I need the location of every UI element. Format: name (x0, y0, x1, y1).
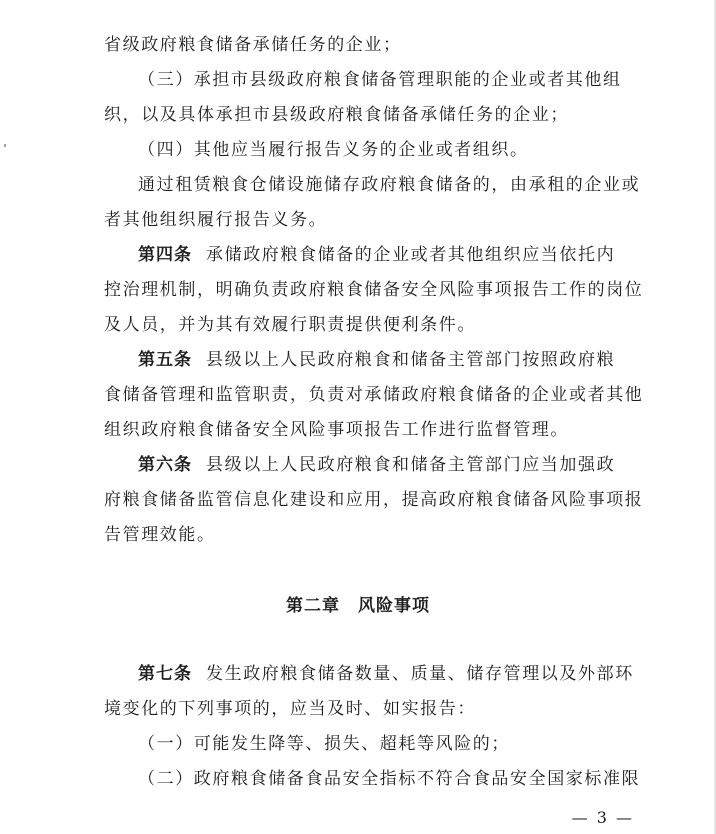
article-5-text: 县级以上人民政府粮食和储备主管部门按照政府粮 (206, 350, 616, 370)
article-6-line (138, 453, 615, 477)
article-5-line (138, 348, 615, 372)
text-line: 告管理效能。 (104, 525, 216, 545)
margin-mark (4, 144, 6, 147)
article-4-title: 第四条 (138, 245, 192, 265)
chapter-title: 风险事项 (358, 596, 430, 616)
text-line: （四）其他应当履行报告义务的企业或者组织。 (138, 140, 529, 160)
chapter-number: 第二章 (286, 596, 340, 616)
text-line: 通过租赁粮食仓储设施储存政府粮食储备的，由承租的企业或 (138, 175, 641, 195)
text-line: 控治理机制，明确负责政府粮食储备安全风险事项报告工作的岗位 (104, 280, 644, 300)
list-item: （一）可能发生降等、损失、超耗等风险的； (138, 734, 510, 754)
article-7-text: 发生政府粮食储备数量、质量、储存管理以及外部环 (206, 664, 634, 684)
chapter-heading (0, 594, 716, 618)
article-4-text: 承储政府粮食储备的企业或者其他组织应当依托内 (206, 245, 616, 265)
text-line: 组织政府粮食储备安全风险事项报告工作进行监督管理。 (104, 420, 569, 440)
text-line: 者其他组织履行报告义务。 (104, 210, 328, 230)
text-line: 境变化的下列事项的，应当及时、如实报告： (104, 699, 476, 719)
article-5-title: 第五条 (138, 350, 192, 370)
text-line: 府粮食储备监管信息化建设和应用，提高政府粮食储备风险事项报 (104, 490, 644, 510)
list-item: （二）政府粮食储备食品安全指标不符合食品安全国家标准限 (138, 769, 641, 789)
text-line: 及人员，并为其有效履行职责提供便利条件。 (104, 315, 476, 335)
article-7-title: 第七条 (138, 664, 192, 684)
article-7-line (138, 662, 634, 686)
page-number: — 3 — (571, 808, 634, 827)
text-line: 食储备管理和监管职责，负责对承储政府粮食储备的企业或者其他 (104, 385, 644, 405)
text-line: （三）承担市县级政府粮食储备管理职能的企业或者其他组 (138, 70, 622, 90)
article-6-title: 第六条 (138, 455, 192, 475)
text-line: 织，以及具体承担市县级政府粮食储备承储任务的企业； (104, 105, 569, 125)
text-line: 省级政府粮食储备承储任务的企业； (104, 35, 402, 55)
article-4-line (138, 243, 615, 267)
article-6-text: 县级以上人民政府粮食和储备主管部门应当加强政 (206, 455, 616, 475)
